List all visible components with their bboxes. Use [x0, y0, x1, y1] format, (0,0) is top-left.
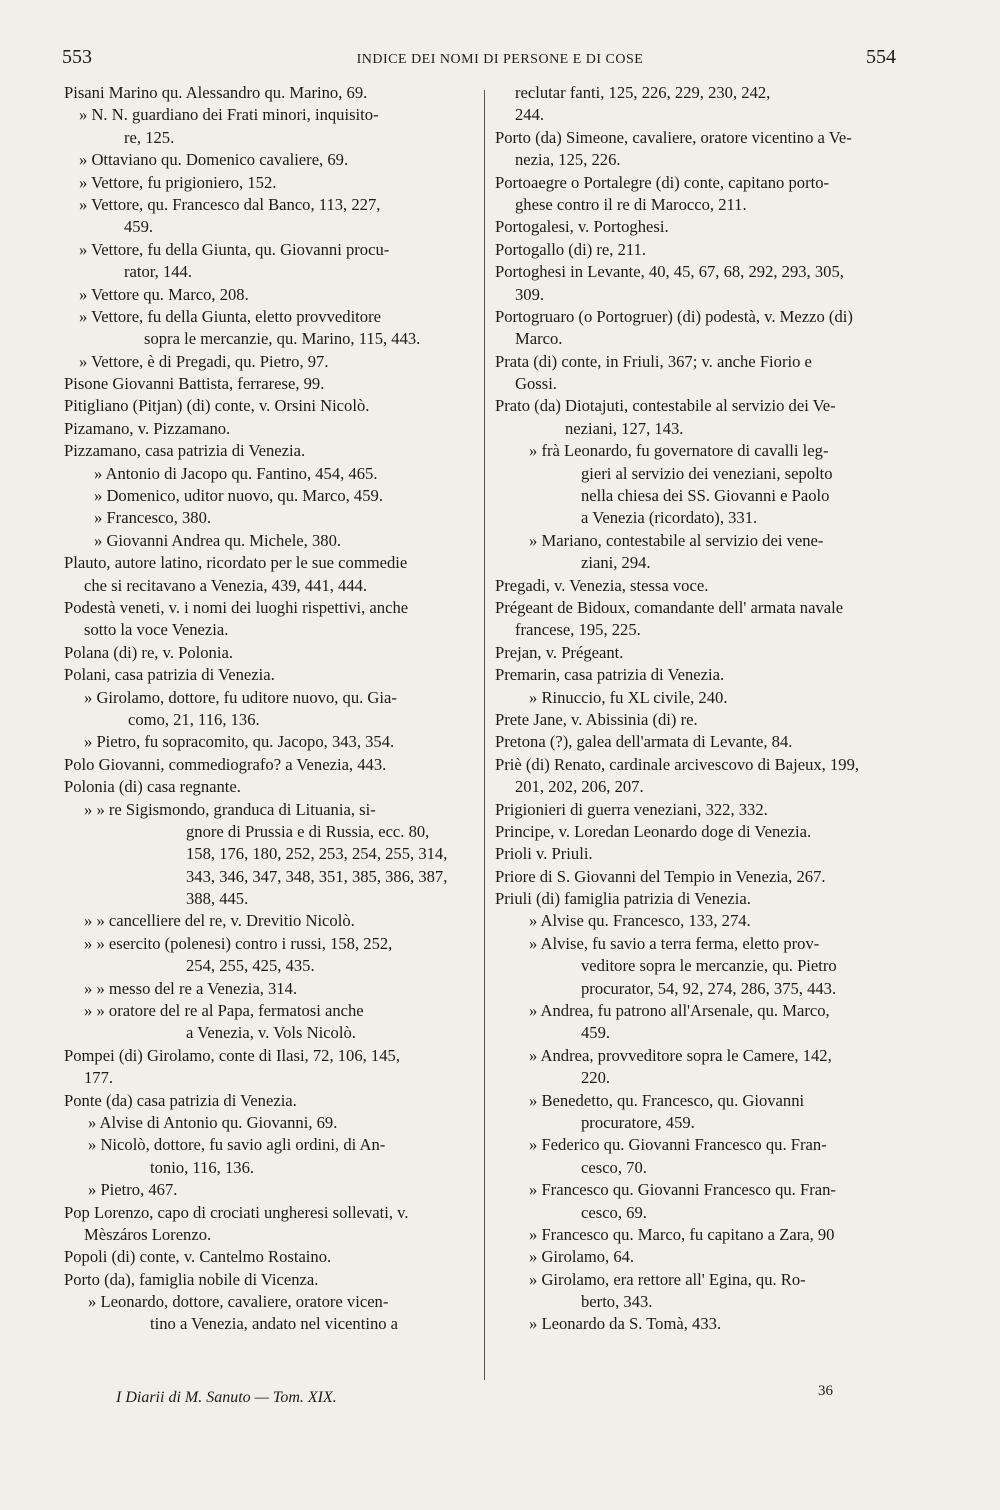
index-entry-line: nella chiesa dei SS. Giovanni e Paolo — [581, 486, 830, 506]
page-number-left: 553 — [62, 46, 92, 68]
index-entry-line: » Vettore qu. Marco, 208. — [79, 284, 249, 304]
index-entry-line: » Girolamo, 64. — [529, 1247, 635, 1267]
index-entry-line: Portoghesi in Levante, 40, 45, 67, 68, 292, 293, 305, — [495, 262, 844, 282]
index-entry-line: Pizamano, v. Pizzamano. — [64, 418, 231, 438]
index-entry-line: re, 125. — [124, 127, 175, 147]
index-entry-line: procurator, 54, 92, 274, 286, 375, 443. — [581, 978, 837, 998]
index-entry-line: Priore di S. Giovanni del Tempio in Venezia, 267. — [495, 866, 826, 886]
index-entry-line: » » re Sigismondo, granduca di Lituania, si- — [84, 799, 376, 819]
index-entry-line: » Alvise di Antonio qu. Giovanni, 69. — [88, 1112, 338, 1132]
index-entry-line: » Pietro, fu sopracomito, qu. Jacopo, 343, 354. — [84, 732, 395, 752]
index-entry-line: » Benedetto, qu. Francesco, qu. Giovanni — [529, 1090, 805, 1110]
index-entry-line: nezia, 125, 226. — [515, 150, 621, 170]
index-entry-line: » Andrea, fu patrono all'Arsenale, qu. Marco, — [529, 1001, 830, 1021]
index-entry-line: Plauto, autore latino, ricordato per le sue commedie — [64, 553, 408, 573]
right-index-column — [495, 82, 903, 1336]
index-entry-line: Polana (di) re, v. Polonia. — [64, 642, 233, 662]
index-entry-line: » Rinuccio, fu XL civile, 240. — [529, 687, 728, 707]
index-entry-line: como, 21, 116, 136. — [128, 709, 260, 729]
index-entry-line: » Alvise qu. Francesco, 133, 274. — [529, 911, 751, 931]
index-entry-line: cesco, 70. — [581, 1157, 647, 1177]
index-entry-line: » Mariano, contestabile al servizio dei vene- — [529, 530, 824, 550]
index-entry-line: 459. — [581, 1023, 611, 1043]
index-entry-line: » Vettore, fu prigioniero, 152. — [79, 172, 277, 192]
index-entry-line: Ponte (da) casa patrizia di Venezia. — [64, 1090, 297, 1110]
index-entry-line: » Francesco qu. Giovanni Francesco qu. Fran- — [529, 1180, 836, 1200]
index-entry-line: gieri al servizio dei veneziani, sepolto — [581, 463, 833, 483]
index-entry-line: » Girolamo, era rettore all' Egina, qu. Ro- — [529, 1269, 806, 1289]
index-entry-line: Prioli v. Priuli. — [495, 844, 593, 864]
index-entry-line: » Domenico, uditor nuovo, qu. Marco, 459. — [94, 486, 383, 506]
index-entry-line: 220. — [581, 1068, 611, 1088]
index-entry-line: Priè (di) Renato, cardinale arcivescovo di Bajeux, 199, — [495, 754, 860, 774]
index-entry-line: » » messo del re a Venezia, 314. — [84, 978, 298, 998]
index-entry-line: 244. — [515, 105, 545, 125]
index-entry-line: tino a Venezia, andato nel vicentino a — [150, 1314, 399, 1334]
index-entry-line: a Venezia (ricordato), 331. — [581, 508, 758, 528]
index-entry-line: » » esercito (polenesi) contro i russi, 158, 252, — [84, 933, 393, 953]
index-entry-line: Podestà veneti, v. i nomi dei luoghi rispettivi, anche — [64, 597, 409, 617]
index-entry-line: 177. — [84, 1068, 114, 1088]
index-entry-line: » Vettore, qu. Francesco dal Banco, 113, 227, — [79, 194, 381, 214]
index-entry-line: Premarin, casa patrizia di Venezia. — [495, 665, 725, 685]
index-entry-line: » Francesco, 380. — [94, 508, 212, 528]
index-entry-line: Pregadi, v. Venezia, stessa voce. — [495, 575, 709, 595]
index-entry-line: Mèszáros Lorenzo. — [84, 1224, 212, 1244]
index-entry-line: berto, 343. — [581, 1292, 653, 1312]
index-entry-line: Polo Giovanni, commediografo? a Venezia, 443. — [64, 754, 387, 774]
index-entry-line: 459. — [124, 217, 154, 237]
index-entry-line: » » cancelliere del re, v. Drevitio Nicolò. — [84, 911, 355, 931]
index-entry-line: 254, 255, 425, 435. — [186, 956, 315, 976]
index-entry-line: » Antonio di Jacopo qu. Fantino, 454, 465. — [94, 463, 378, 483]
header-title: INDICE DEI NOMI DI PERSONE E DI COSE — [356, 52, 644, 67]
index-entry-line: Pisone Giovanni Battista, ferrarese, 99. — [64, 374, 325, 394]
signature-number: 36 — [818, 1383, 833, 1399]
index-entry-line: Portoaegre o Portalegre (di) conte, capitano porto- — [495, 172, 830, 192]
index-entry-line: » frà Leonardo, fu governatore di cavalli leg- — [529, 441, 829, 461]
page-number-right: 554 — [866, 46, 896, 68]
column-divider — [484, 90, 485, 1380]
index-entry-line: rator, 144. — [124, 262, 192, 282]
index-entry-line: Prato (da) Diotajuti, contestabile al servizio dei Ve- — [495, 396, 836, 416]
index-entry-line: Porto (da), famiglia nobile di Vicenza. — [64, 1269, 319, 1289]
index-entry-line: » » oratore del re al Papa, fermatosi anche — [84, 1001, 364, 1021]
index-entry-line: 309. — [515, 284, 545, 304]
index-entry-line: Portogruaro (o Portogruer) (di) podestà, v. Mezzo (di) — [495, 306, 853, 326]
index-entry-line: Gossi. — [515, 374, 557, 394]
index-entry-line: » Girolamo, dottore, fu uditore nuovo, qu. Gia- — [84, 687, 397, 707]
index-entry-line: 201, 202, 206, 207. — [515, 777, 644, 797]
index-entry-line: 158, 176, 180, 252, 253, 254, 255, 314, — [186, 844, 448, 864]
index-entry-line: Portogallo (di) re, 211. — [495, 239, 647, 259]
index-entry-line: » Leonardo da S. Tomà, 433. — [529, 1314, 722, 1334]
index-entry-line: Prégeant de Bidoux, comandante dell' armata navale — [495, 597, 844, 617]
index-entry-line: Prigionieri di guerra veneziani, 322, 332. — [495, 799, 768, 819]
index-entry-line: Prejan, v. Prégeant. — [495, 642, 624, 662]
running-header — [0, 46, 1000, 76]
page-footer — [0, 1383, 1000, 1413]
index-entry-line: gnore di Prussia e di Russia, ecc. 80, — [186, 821, 430, 841]
index-entry-line: » Vettore, fu della Giunta, qu. Giovanni procu- — [79, 239, 390, 259]
index-entry-line: ziani, 294. — [581, 553, 651, 573]
index-entry-line: » Francesco qu. Marco, fu capitano a Zara, 90 — [529, 1224, 835, 1244]
index-entry-line: » Federico qu. Giovanni Francesco qu. Fran- — [529, 1135, 827, 1155]
index-entry-line: tonio, 116, 136. — [150, 1157, 255, 1177]
index-entry-line: Pitigliano (Pitjan) (di) conte, v. Orsini Nicolò. — [64, 396, 370, 416]
index-entry-line: procuratore, 459. — [581, 1112, 695, 1132]
index-entry-line: Marco. — [515, 329, 563, 349]
index-entry-line: 388, 445. — [186, 889, 249, 909]
index-entry-line: » Alvise, fu savio a terra ferma, eletto prov- — [529, 933, 820, 953]
index-entry-line: Principe, v. Loredan Leonardo doge di Venezia. — [495, 821, 812, 841]
footer-title: I Diarii di M. Sanuto — Tom. XIX. — [116, 1389, 337, 1406]
index-entry-line: sotto la voce Venezia. — [84, 620, 229, 640]
index-entry-line: reclutar fanti, 125, 226, 229, 230, 242, — [515, 83, 771, 102]
index-entry-line: Porto (da) Simeone, cavaliere, oratore vicentino a Ve- — [495, 127, 852, 147]
index-entry-line: 343, 346, 347, 348, 351, 385, 386, 387, — [186, 866, 448, 886]
index-entry-line: a Venezia, v. Vols Nicolò. — [186, 1023, 356, 1043]
index-entry-line: veditore sopra le mercanzie, qu. Pietro — [581, 956, 837, 976]
index-entry-line: Popoli (di) conte, v. Cantelmo Rostaino. — [64, 1247, 332, 1267]
index-entry-line: Prete Jane, v. Abissinia (di) re. — [495, 709, 698, 729]
index-entry-line: » Vettore, fu della Giunta, eletto provveditore — [79, 306, 381, 326]
index-entry-line: » N. N. guardiano dei Frati minori, inquisito- — [79, 105, 379, 125]
index-entry-line: Pizzamano, casa patrizia di Venezia. — [64, 441, 306, 461]
index-entry-line: » Leonardo, dottore, cavaliere, oratore vicen- — [88, 1292, 389, 1312]
index-entry-line: » Giovanni Andrea qu. Michele, 380. — [94, 530, 342, 550]
index-entry-line: Pompei (di) Girolamo, conte di Ilasi, 72, 106, 145, — [64, 1045, 400, 1065]
index-entry-line: neziani, 127, 143. — [565, 418, 684, 438]
index-entry-line: Priuli (di) famiglia patrizia di Venezia. — [495, 889, 751, 909]
index-entry-line: francese, 195, 225. — [515, 620, 641, 640]
index-entry-line: Polonia (di) casa regnante. — [64, 777, 241, 797]
index-entry-line: Portogalesi, v. Portoghesi. — [495, 217, 669, 237]
index-entry-line: » Nicolò, dottore, fu savio agli ordini, di An- — [88, 1135, 386, 1155]
index-entry-line: Prata (di) conte, in Friuli, 367; v. anche Fiorio e — [495, 351, 812, 371]
index-entry-line: Pretona (?), galea dell'armata di Levante, 84. — [495, 732, 793, 752]
index-entry-line: » Vettore, è di Pregadi, qu. Pietro, 97. — [79, 351, 329, 371]
index-entry-line: che si recitavano a Venezia, 439, 441, 444. — [84, 575, 368, 595]
index-entry-line: » Pietro, 467. — [88, 1180, 178, 1200]
index-entry-line: Pop Lorenzo, capo di crociati ungheresi sollevati, v. — [64, 1202, 409, 1222]
index-entry-line: Pisani Marino qu. Alessandro qu. Marino, 69. — [64, 83, 368, 102]
index-entry-line: ghese contro il re di Marocco, 211. — [515, 194, 747, 214]
index-entry-line: » Ottaviano qu. Domenico cavaliere, 69. — [79, 150, 349, 170]
index-entry-line: sopra le mercanzie, qu. Marino, 115, 443. — [144, 329, 421, 349]
index-entry-line: » Andrea, provveditore sopra le Camere, 142, — [529, 1045, 832, 1065]
index-entry-line: Polani, casa patrizia di Venezia. — [64, 665, 275, 685]
index-entry-line: cesco, 69. — [581, 1202, 647, 1222]
left-index-column — [64, 82, 474, 1336]
